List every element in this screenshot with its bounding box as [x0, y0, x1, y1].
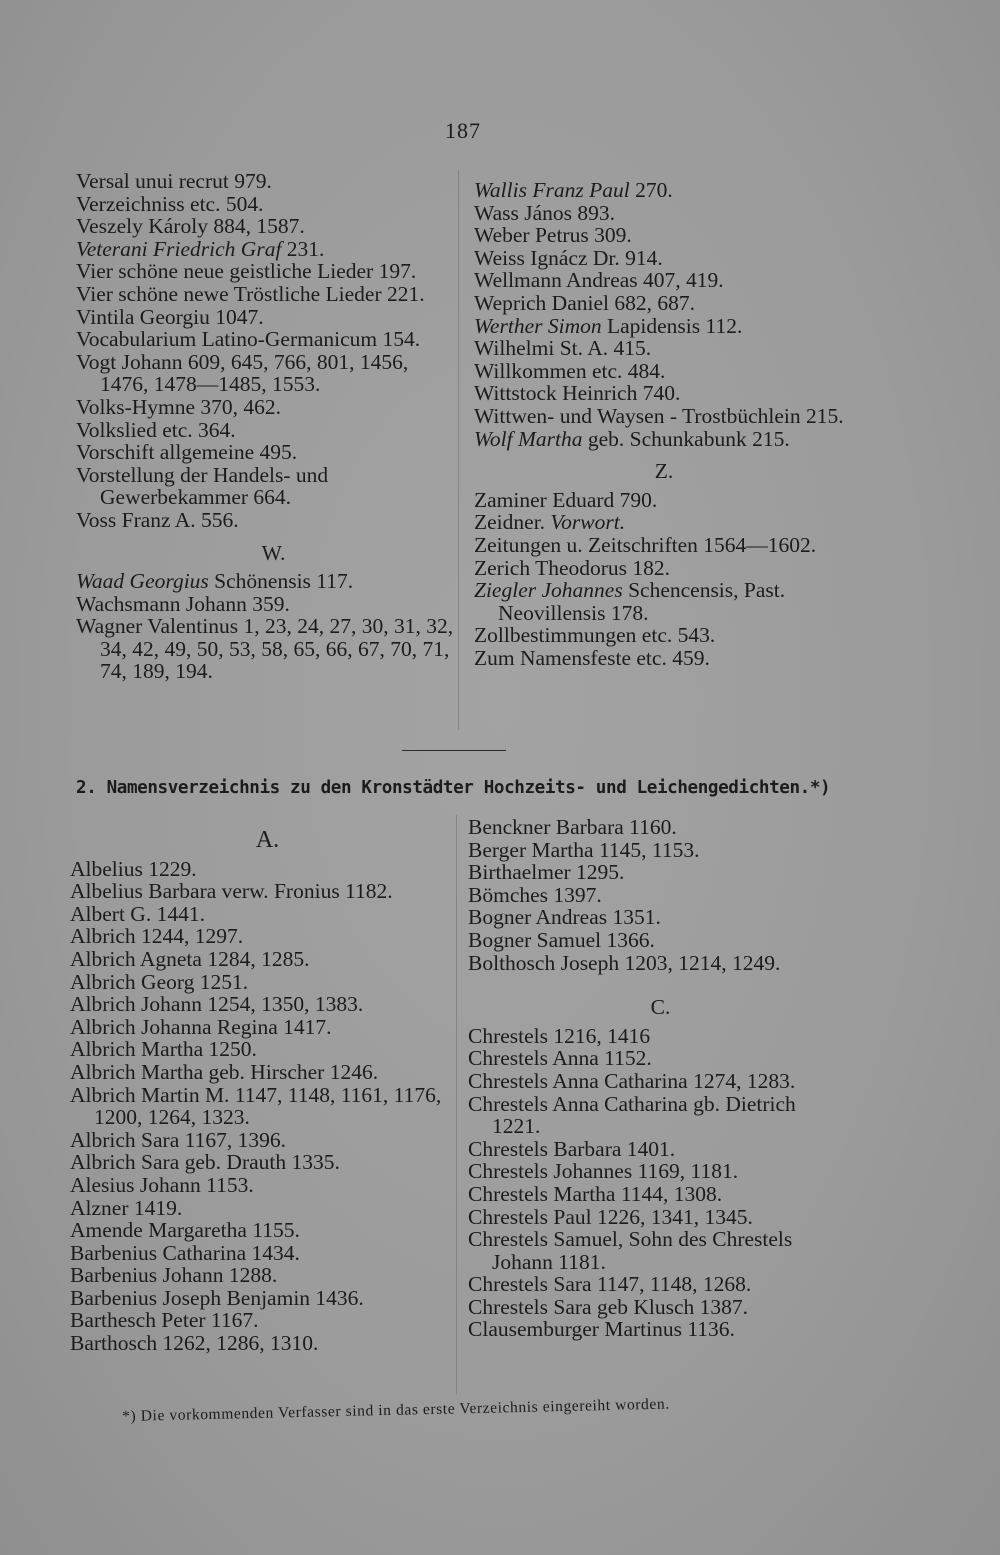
- index-entry: Chrestels Sara 1147, 1148, 1268.: [468, 1272, 752, 1297]
- index-entry: Willkommen etc. 484.: [474, 358, 666, 383]
- index-entry: Barthosch 1262, 1286, 1310.: [70, 1331, 319, 1356]
- index-entry: Weiss Ignácz Dr. 914.: [474, 245, 663, 270]
- section-heading: 2. Namensverzeichnis zu den Kronstädter Hochzeits- und Leichengedichten.*): [76, 778, 831, 798]
- index-entry: Wass János 893.: [474, 200, 615, 225]
- index-entry: Bömches 1397.: [468, 882, 602, 907]
- index-entry: Bogner Samuel 1366.: [468, 927, 655, 952]
- index-entry: Wagner Valentinus 1, 23, 24, 27, 30, 31, 32, 34, 42, 49, 50, 53, 58, 65, 66, 67, 70, 71, 74, 189, 194.: [76, 614, 454, 684]
- index-entry: Albrich Georg 1251.: [70, 969, 249, 994]
- page-number: 187: [445, 118, 481, 143]
- index-entry: Barthesch Peter 1167.: [70, 1308, 259, 1333]
- index-column-top-left: [76, 170, 461, 683]
- index-entry: Benckner Barbara 1160.: [468, 815, 677, 839]
- index-entry: Volkslied etc. 364.: [76, 417, 236, 442]
- index-entry: Albrich Martha 1250.: [70, 1037, 257, 1062]
- index-entry: Werther Simon Lapidensis 112.: [474, 313, 743, 338]
- index-entry: Barbenius Catharina 1434.: [70, 1240, 300, 1265]
- section-letter: Z.: [654, 459, 674, 484]
- index-entry: Albrich Agneta 1284, 1285.: [70, 946, 310, 971]
- index-entry: Albelius Barbara verw. Fronius 1182.: [70, 879, 393, 904]
- column-divider-bottom: [456, 815, 457, 1395]
- index-entry: Zeitungen u. Zeitschriften 1564—1602.: [474, 532, 817, 557]
- index-entry: Chrestels Barbara 1401.: [468, 1136, 676, 1161]
- index-entry: Barbenius Johann 1288.: [70, 1263, 278, 1288]
- index-entry: Albrich Martin M. 1147, 1148, 1161, 1176, 1200, 1264, 1323.: [70, 1082, 442, 1130]
- section-letter: A.: [255, 827, 280, 853]
- index-entry: Ziegler Johannes Schencensis, Past. Neovillensis 178.: [474, 578, 786, 625]
- index-entry: Albrich 1244, 1297.: [70, 924, 244, 949]
- index-entry: Albrich Johanna Regina 1417.: [70, 1014, 332, 1039]
- index-entry: Veterani Friedrich Graf 231.: [76, 236, 325, 261]
- index-entry: Albert G. 1441.: [70, 901, 205, 926]
- index-entry: Birthaelmer 1295.: [468, 860, 625, 885]
- index-entry: Vocabularium Latino-Germanicum 154.: [76, 327, 421, 352]
- footnote: *) Die vorkommenden Verfasser sind in das erste Verzeichnis eingereiht worden.: [122, 1395, 670, 1425]
- index-entry: Albrich Sara geb. Drauth 1335.: [70, 1150, 340, 1175]
- index-entry: Bogner Andreas 1351.: [468, 905, 661, 930]
- section-letter: C.: [650, 995, 671, 1020]
- index-entry: Albrich Johann 1254, 1350, 1383.: [70, 992, 364, 1017]
- index-entry: Voss Franz A. 556.: [76, 507, 239, 532]
- index-entry: Zerich Theodorus 182.: [474, 555, 671, 580]
- section-separator: [402, 750, 506, 751]
- index-entry: Albelius 1229.: [70, 856, 197, 881]
- index-entry: Chrestels Sara geb Klusch 1387.: [468, 1294, 749, 1319]
- index-entry: Verzeichniss etc. 504.: [76, 191, 264, 216]
- index-entry: Chrestels 1216, 1416: [468, 1023, 651, 1048]
- index-entry: Wittwen- und Waysen - Trostbüchlein 215.: [474, 403, 844, 428]
- column-divider-top: [458, 170, 459, 730]
- index-entry: Chrestels Johannes 1169, 1181.: [468, 1159, 739, 1184]
- index-column-bottom-left: [70, 829, 455, 1355]
- index-entry: Weprich Daniel 682, 687.: [474, 290, 695, 315]
- index-entry: Vier schöne neue geistliche Lieder 197.: [76, 259, 417, 284]
- index-entry: Chrestels Martha 1144, 1308.: [468, 1181, 723, 1206]
- index-entry: Barbenius Joseph Benjamin 1436.: [70, 1285, 364, 1310]
- index-entry: Zum Namensfeste etc. 459.: [474, 645, 710, 670]
- index-entry: Volks-Hymne 370, 462.: [76, 394, 282, 419]
- index-entry: Clausemburger Martinus 1136.: [468, 1317, 735, 1342]
- index-entry: Vintila Georgiu 1047.: [76, 304, 264, 329]
- index-entry: Vier schöne newe Tröstliche Lieder 221.: [76, 281, 425, 306]
- index-entry: Vorschift allgemeine 495.: [76, 440, 298, 465]
- index-entry: Versal unui recrut 979.: [76, 169, 272, 193]
- index-entry: Bolthosch Joseph 1203, 1214, 1249.: [468, 950, 781, 975]
- index-entry: Wallis Franz Paul 270.: [474, 178, 673, 202]
- index-entry: Chrestels Samuel, Sohn des Chrestels Johann 1181.: [468, 1227, 793, 1274]
- index-entry: Wittstock Heinrich 740.: [474, 381, 681, 406]
- index-entry: Vogt Johann 609, 645, 766, 801, 1456, 1476, 1478—1485, 1553.: [76, 349, 409, 397]
- index-entry: Chrestels Anna 1152.: [468, 1046, 652, 1071]
- index-entry: Amende Margaretha 1155.: [70, 1218, 300, 1243]
- index-entry: Alesius Johann 1153.: [70, 1172, 254, 1197]
- index-entry: Vorstellung der Handels- und Gewerbekammer 664.: [76, 462, 329, 510]
- index-entry: Albrich Martha geb. Hirscher 1246.: [70, 1059, 379, 1084]
- index-entry: Zaminer Eduard 790.: [474, 487, 658, 512]
- index-entry: Chrestels Anna Catharina 1274, 1283.: [468, 1068, 796, 1093]
- index-entry: Zollbestimmungen etc. 543.: [474, 623, 716, 648]
- index-column-top-right: [474, 179, 844, 669]
- index-entry: Zeidner. Vorwort.: [474, 510, 626, 535]
- index-entry: Berger Martha 1145, 1153.: [468, 837, 700, 862]
- index-entry: Veszely Károly 884, 1587.: [76, 214, 305, 239]
- index-entry: Wachsmann Johann 359.: [76, 591, 290, 616]
- index-entry: Chrestels Anna Catharina gb. Dietrich 1221.: [468, 1091, 796, 1139]
- index-entry: Weber Petrus 309.: [474, 223, 632, 248]
- section-letter: W.: [261, 540, 286, 565]
- index-entry: Wellmann Andreas 407, 419.: [474, 268, 724, 293]
- index-entry: Chrestels Paul 1226, 1341, 1345.: [468, 1204, 753, 1229]
- index-entry: Wolf Martha geb. Schunkabunk 215.: [474, 426, 790, 451]
- index-entry: Alzner 1419.: [70, 1195, 183, 1220]
- index-entry: Waad Georgius Schönensis 117.: [76, 569, 354, 594]
- index-entry: Albrich Sara 1167, 1396.: [70, 1127, 286, 1152]
- index-entry: Wilhelmi St. A. 415.: [474, 336, 652, 361]
- index-column-bottom-right: [468, 816, 843, 1341]
